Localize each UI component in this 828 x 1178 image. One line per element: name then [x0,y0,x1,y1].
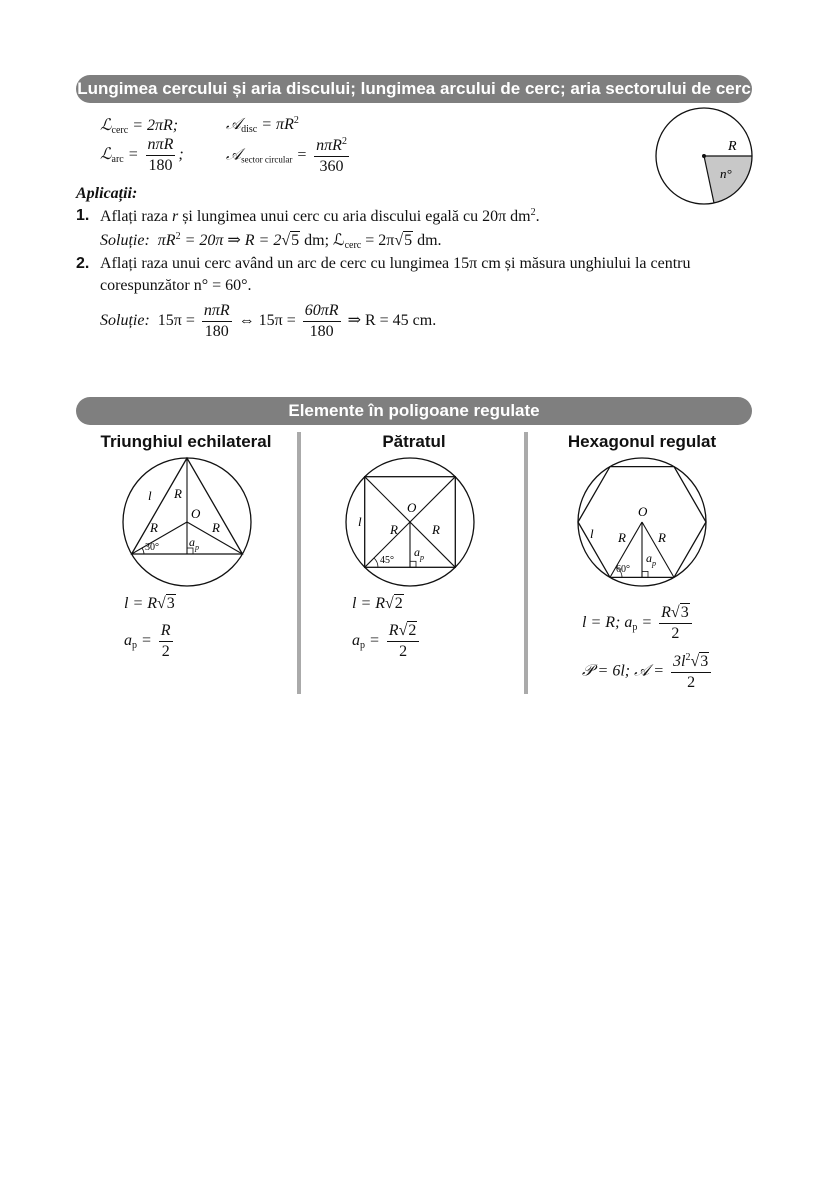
app1-number: 1. [76,207,90,224]
sector-area-formula: 𝒜$_{sector circular}$ = $\frac{n\pi R^2}{360}$ [226,136,347,175]
square-apothem-formula: $a_p$ = $\frac{R√2}{2}$ [352,622,422,661]
disc-area-formula: 𝒜$_{disc}$ = $\pi R^2$ [226,115,299,135]
radius-label: R [174,486,182,501]
apothem-label: $a_p$ [414,545,424,562]
app1-solution: Soluție: $\pi R^2 = 20\pi$ ⇒ R = 2√5 dm; ℒ$_{cerc}$ = 2π√5 dm. [100,231,442,251]
app2-solution: Soluție: 15π = $\frac{\text{nπR}}{180}$ ⇔ 15π = $\frac{60\pi R}{180}$ ⇒ R = 45 cm. [100,302,437,340]
app1-statement: Aflați raza r și lungimea unui cerc cu aria discului egală cu 20π $dm^2$. [100,207,540,225]
app2-statement-line2: corespunzător n° = 60°. [100,277,252,294]
angle-arc [142,548,144,554]
square-title: Pătratul [382,432,446,451]
radius-label: R [212,520,220,535]
triangle-diagram [112,452,262,592]
hexagon-diagram [572,452,712,592]
app2-number: 2. [76,255,90,272]
triangle-apothem-formula: $a_p$ = $\frac{R}{2}$ [124,622,171,660]
section2-title: Elemente în poligoane regulate [76,397,752,425]
hexagon-side-apothem-formula: l = R; $a_p$ = $\frac{R√3}{2}$ [582,604,695,643]
square-diagram [340,452,480,592]
angle-arc [374,558,378,567]
right-angle-mark [642,571,648,577]
applications-heading: Aplicații: [76,185,138,202]
hexagon-title: Hexagonul regulat [567,432,717,451]
angle-label: 60° [616,564,630,575]
column-divider [297,432,301,694]
side-label: l [148,488,152,503]
hexagon-perimeter-area-formula: 𝒫 = 6l; 𝒜 = $\frac{3l^2√3}{2}$ [582,652,714,692]
center-label: O [191,506,201,521]
apothem-label: $a_p$ [646,551,656,568]
side-label: l [590,526,594,541]
radius-label: R [658,530,666,545]
right-angle-mark [410,561,416,567]
angle-label: n° [720,166,732,181]
center-dot [702,154,706,158]
radius-label: R [432,522,440,537]
angle-label: 30° [145,542,159,553]
triangle-side-formula: l = R√3 [124,595,175,612]
section1-title: Lungimea cercului și aria discului; lungimea arcului de cerc; aria sectorului de cerc [76,75,752,103]
sector-diagram [652,106,756,208]
square-side-formula: l = R√2 [352,595,403,612]
column-divider [524,432,528,694]
radius-label: R [390,522,398,537]
center-label: O [407,500,417,515]
triangle-title: Triunghiul echilateral [100,432,272,451]
radius-label: R [618,530,626,545]
radius-line [132,522,187,554]
side-label: l [358,514,362,529]
angle-label: 45° [380,555,394,566]
radius-label: R [150,520,158,535]
circle-length-formula: ℒ$_{cerc}$ = 2πR; [100,117,179,136]
apothem-label: $a_p$ [189,535,199,552]
center-label: O [638,504,648,519]
radius-label: R [728,139,737,154]
arc-length-formula: ℒ$_{arc}$ = $\frac{\text{nπR}}{180}$ ; [100,136,184,174]
app2-statement-line1: Aflați raza unui cerc având un arc de cerc cu lungimea 15π cm și măsura unghiului la centru [100,255,691,272]
